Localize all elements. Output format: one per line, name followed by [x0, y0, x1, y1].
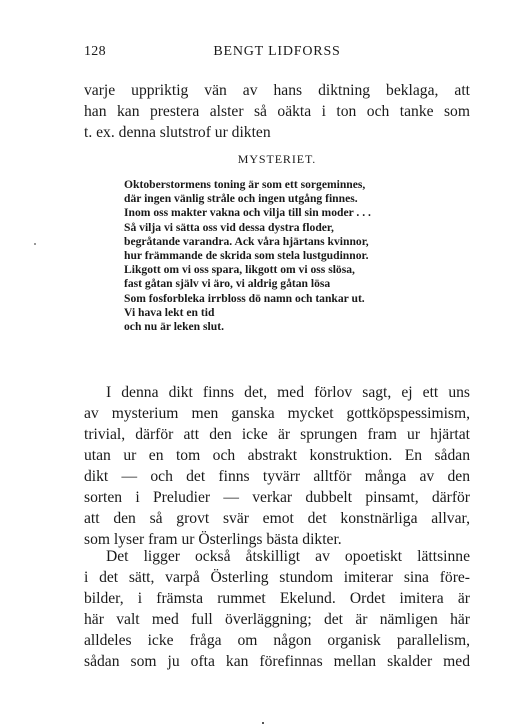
text-line: dikt — och det finns tyvärr alltför många av den	[84, 468, 470, 485]
poem-title: MYSTERIET.	[237, 152, 317, 166]
poem-line: begråtande varandra. Ack våra hjärtans kvinnor,	[124, 234, 369, 248]
text-line: sådan som ju ofta kan förefinnas mellan skalder med	[84, 653, 470, 670]
text-line: i det sätt, varpå Österling stundom imiterar sina före-	[84, 569, 470, 586]
poem-line: fast gåtan själv vi äro, vi aldrig gåtan lösa	[124, 277, 331, 291]
poem-line: Oktoberstormens toning är som ett sorgeminnes,	[124, 178, 366, 191]
poem-stanza	[124, 178, 434, 334]
text-line: han kan prestera alster så oäkta i ton och tanke som	[84, 103, 470, 120]
poem-line: Som fosforbleka irrbloss dö namn och tankar ut.	[124, 291, 365, 305]
text-line: alldeles icke fråga om någon organisk parallelism,	[84, 632, 470, 649]
poem-line: Likgott om vi oss spara, likgott om vi oss slösa,	[124, 263, 355, 277]
bottom-speck	[262, 722, 264, 724]
poem-line: och nu är leken slut.	[124, 319, 224, 333]
poem-line: där ingen vänlig stråle och ingen utgång finnes.	[124, 192, 358, 206]
text-line: sorten i Preludier — verkar dubbelt pinsamt, därför	[84, 489, 470, 506]
text-line: här valt med full överläggning; det är nämligen här	[84, 611, 470, 628]
text-line: Det ligger också åtskilligt av opoetiskt lättsinne	[106, 548, 470, 565]
text-line: bilder, i främsta rummet Ekelund. Ordet imitera är	[84, 590, 470, 607]
poem-line: Så vilja vi sätta oss vid dessa dystra floder,	[124, 220, 334, 234]
paragraph-2	[84, 546, 470, 672]
text-line: som lyser fram ur Österlings bästa dikter.	[84, 531, 342, 548]
text-line: av mysterium men ganska mycket gottköpspessimism,	[84, 405, 470, 422]
text-line: varje uppriktig vän av hans diktning beklaga, att	[84, 82, 470, 99]
text-line: utan ur en tom och abstrakt konstruktion. En sådan	[84, 447, 470, 464]
page-number: 128	[84, 44, 106, 59]
text-line: trivial, därför att den icke är sprungen fram ur hjärtat	[84, 426, 470, 443]
intro-paragraph	[84, 80, 470, 143]
paragraph-1	[84, 382, 470, 550]
poem-line: hur främmande de skrida som stela lustgudinnor.	[124, 248, 369, 262]
text-line: att den så grovt svär emot det konstnärliga allvar,	[84, 510, 470, 527]
text-line: I denna dikt finns det, med förlov sagt, ej ett uns	[106, 384, 470, 401]
margin-speck	[34, 243, 36, 245]
poem-line: Inom oss makter vakna och vilja till sin moder . . .	[124, 206, 371, 220]
page-header	[84, 44, 470, 62]
text-line: t. ex. denna slutstrof ur dikten	[84, 124, 271, 141]
running-title: BENGT LIDFORSS	[213, 44, 341, 59]
poem-line: Vi hava lekt en tid	[124, 305, 215, 319]
